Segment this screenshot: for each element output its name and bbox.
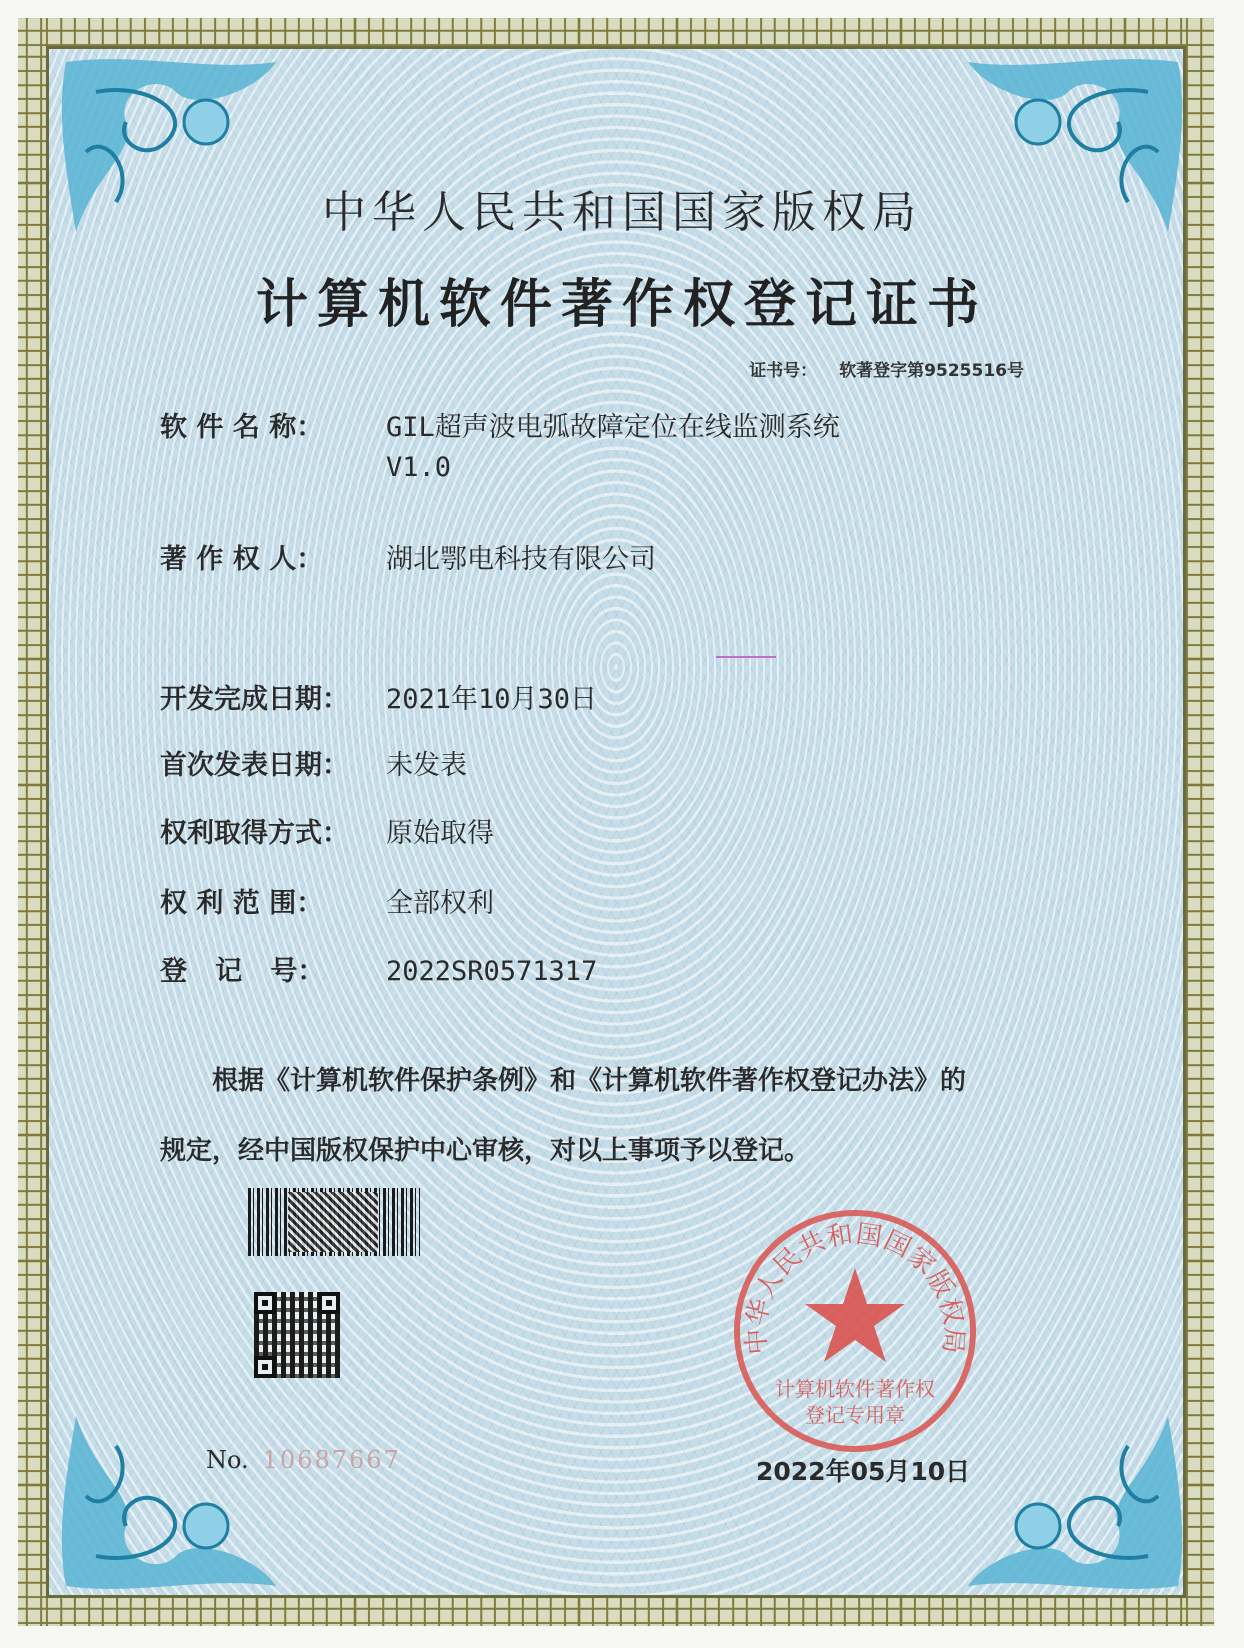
field-label: 开发完成日期： bbox=[160, 684, 349, 715]
field-label: 软 件 名 称： bbox=[160, 412, 324, 443]
field-value: 2022SR0571317 bbox=[386, 956, 598, 987]
serial-value: 10687667 bbox=[262, 1446, 401, 1474]
field-value: 湖北鄂电科技有限公司 bbox=[386, 544, 656, 575]
seal-inner-text-2: 登记专用章 bbox=[805, 1403, 905, 1427]
official-seal bbox=[730, 1206, 980, 1456]
field-label: 权利取得方式： bbox=[160, 818, 349, 849]
seal-ring-text: 中华人民共和国国家版权局 bbox=[741, 1219, 969, 1356]
serial-number bbox=[206, 1446, 401, 1474]
issue-date: 2022年05月10日 bbox=[756, 1457, 971, 1486]
seal-inner-text-1: 计算机软件著作权 bbox=[775, 1377, 935, 1401]
document-title: 计算机软件著作权登记证书 bbox=[255, 275, 988, 335]
certificate-number-label: 证书号： bbox=[749, 361, 818, 381]
statement-line-2: 规定，经中国版权保护中心审核，对以上事项予以登记。 bbox=[160, 1136, 811, 1166]
field-value: 未发表 bbox=[386, 750, 467, 781]
corner-ornament-bottom-left bbox=[56, 1396, 316, 1596]
field-label: 首次发表日期： bbox=[160, 750, 349, 781]
field-value: 2021年10月30日 bbox=[386, 684, 598, 715]
stray-mark bbox=[716, 656, 776, 658]
qr-code bbox=[254, 1292, 340, 1378]
field-label: 权 利 范 围： bbox=[160, 888, 324, 919]
field-value: 原始取得 bbox=[386, 818, 494, 849]
certificate-number bbox=[749, 356, 1024, 381]
star-icon bbox=[805, 1268, 905, 1362]
statement-line-1: 根据《计算机软件保护条例》和《计算机软件著作权登记办法》的 bbox=[212, 1066, 967, 1096]
certificate-number-value: 软著登字第9525516号 bbox=[839, 361, 1024, 381]
issuing-authority: 中华人民共和国国家版权局 bbox=[322, 187, 922, 238]
field-label: 著 作 权 人： bbox=[160, 544, 324, 575]
field-value: 全部权利 bbox=[386, 888, 494, 919]
barcode bbox=[248, 1188, 420, 1256]
field-value: GIL超声波电弧故障定位在线监测系统 V1.0 bbox=[386, 412, 840, 483]
field-label: 登 记 号： bbox=[160, 956, 325, 987]
serial-label: No. bbox=[206, 1446, 249, 1474]
